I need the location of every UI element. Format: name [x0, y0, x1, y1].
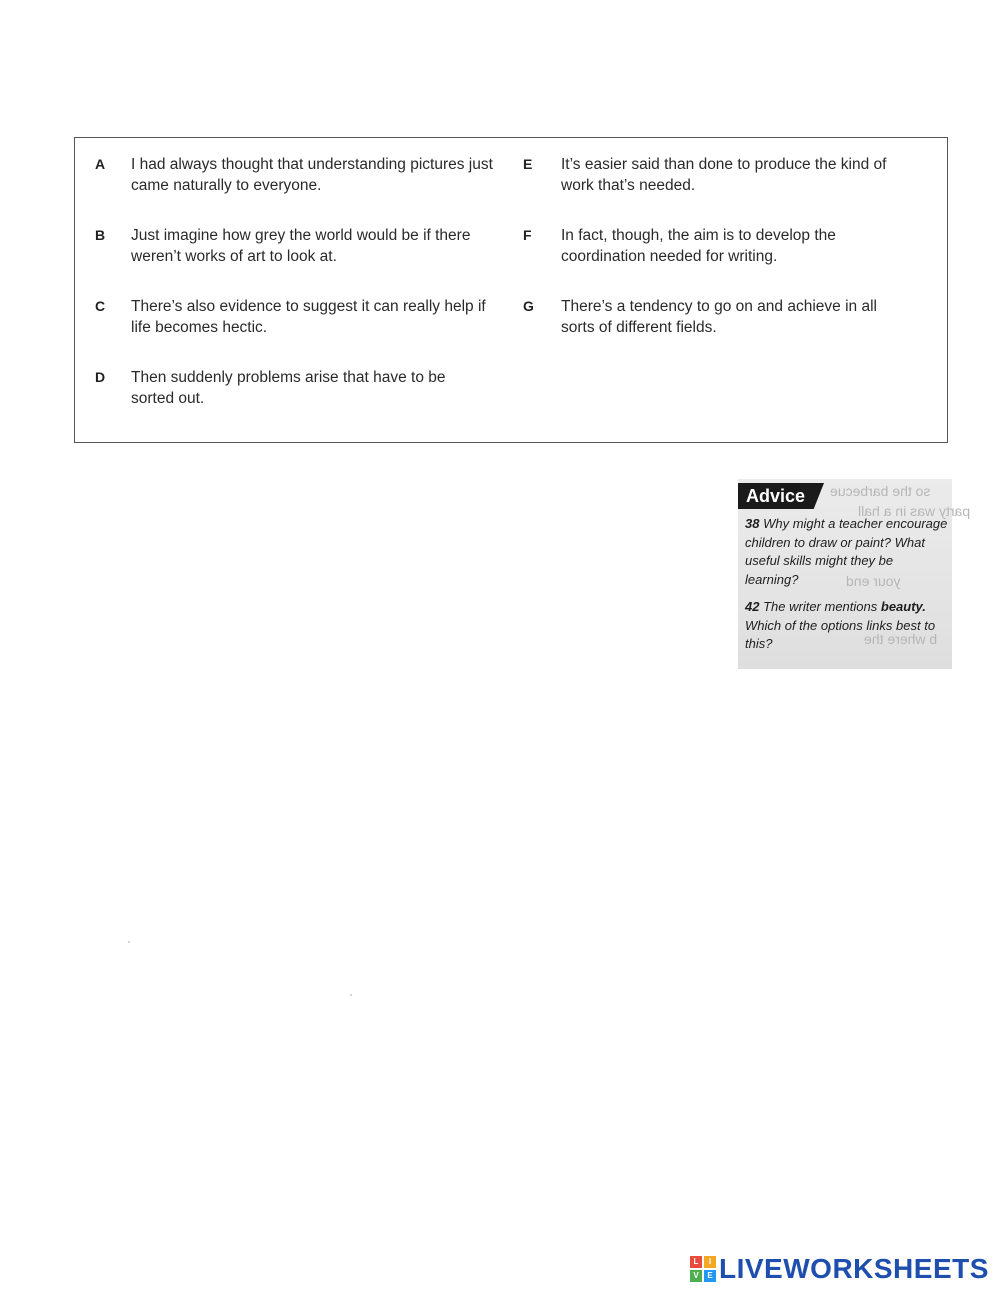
- option-text: In fact, though, the aim is to develop the coordination needed for writing.: [561, 227, 836, 265]
- liveworksheets-brand[interactable]: [690, 1254, 989, 1284]
- brand-name: LIVEWORKSHEETS: [719, 1253, 989, 1284]
- option-g: [523, 296, 911, 338]
- option-e: [523, 154, 921, 196]
- option-text: Just imagine how grey the world would be if there weren’t works of art to look at.: [131, 227, 471, 265]
- option-text: It’s easier said than done to produce the kind of work that’s needed.: [561, 156, 887, 194]
- bleed-through-decoration: your end: [846, 573, 901, 589]
- option-text: There’s also evidence to suggest it can really help if life becomes hectic.: [131, 298, 486, 336]
- note-number: 38: [745, 516, 760, 531]
- liveworksheets-logo-icon: [690, 1256, 716, 1282]
- bleed-through-decoration: party was in a hall: [858, 503, 971, 519]
- note-keyword: beauty.: [880, 599, 926, 614]
- scan-speck: [128, 941, 130, 943]
- logo-letter: V: [690, 1270, 702, 1282]
- logo-letter: E: [704, 1270, 716, 1282]
- options-box: [74, 137, 948, 443]
- option-letter: B: [95, 227, 106, 243]
- option-letter: G: [523, 298, 534, 314]
- scan-speck: [350, 994, 352, 996]
- note-number: 42: [745, 599, 760, 614]
- advice-note-38: [745, 515, 950, 589]
- logo-letter: I: [704, 1256, 716, 1268]
- option-a: [75, 154, 503, 196]
- bleed-through-decoration: b where the: [864, 631, 938, 647]
- option-b: [75, 225, 503, 267]
- note-text: Which of the options links best to this?: [745, 617, 936, 651]
- advice-box: [738, 479, 971, 669]
- option-letter: D: [95, 369, 106, 385]
- advice-note-42: [745, 598, 950, 654]
- option-c: [75, 296, 503, 338]
- option-letter: E: [523, 156, 533, 172]
- note-text: Why might a teacher encourage children to draw or paint? What useful skills might they be learning?: [745, 516, 948, 587]
- option-letter: A: [95, 156, 106, 172]
- advice-title: Advice: [746, 486, 806, 506]
- note-text: The writer mentions: [763, 599, 878, 614]
- option-letter: C: [95, 298, 106, 314]
- option-text: Then suddenly problems arise that have to be sorted out.: [131, 369, 446, 407]
- option-text: There’s a tendency to go on and achieve in all sorts of different fields.: [561, 298, 877, 336]
- option-f: [523, 225, 871, 267]
- option-letter: F: [523, 227, 532, 243]
- option-text: I had always thought that understanding pictures just came naturally to everyone.: [131, 156, 493, 194]
- logo-letter: L: [690, 1256, 702, 1268]
- option-d: [75, 367, 461, 409]
- bleed-through-decoration: so the barbecue: [830, 483, 931, 499]
